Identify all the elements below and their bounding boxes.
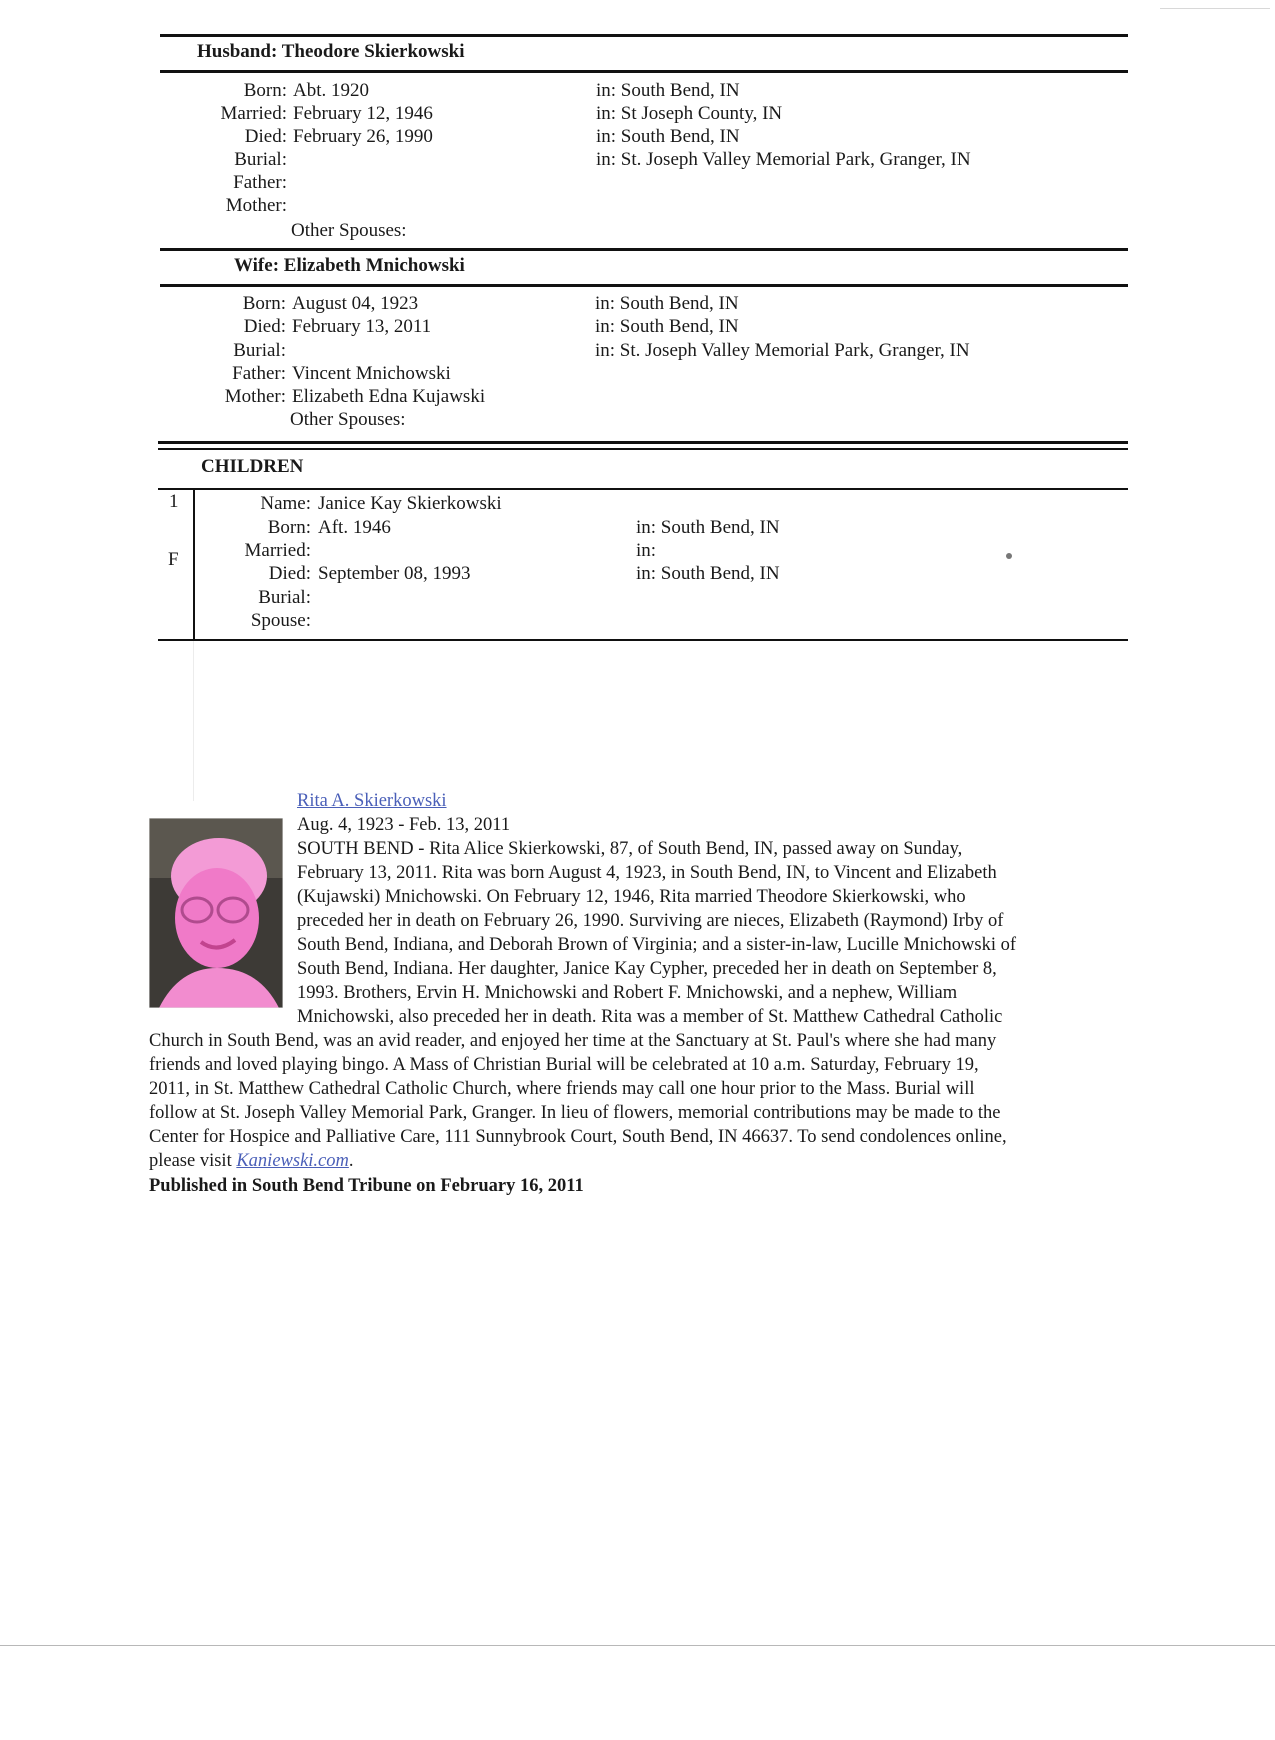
husband-row-died [0,125,1275,148]
child-1-row-died [0,562,1275,585]
husband-other-spouses: Other Spouses: [291,220,407,241]
wife-row-mother [0,385,1275,408]
wife-died-label: Died: [243,316,286,337]
obituary-line: SOUTH BEND - Rita Alice Skierkowski, 87, of South Bend, IN, passed away on Sunday, [297,839,963,859]
wife-header-label: Wife: [234,255,280,276]
child-1-row-spouse [0,609,1275,632]
obituary-line: Center for Hospice and Palliative Care, 111 Sunnybrook Court, South Bend, IN 46637. To send condolences online, [149,1127,1007,1147]
child-1-born-label: Born: [267,517,311,538]
husband-header [197,41,465,63]
wife-row-born [0,292,1275,315]
child-1-row-born [0,516,1275,539]
scan-artifact-top-right [1160,8,1270,9]
child-1-born-value: Aft. 1946 [318,517,391,538]
stray-dot [1006,553,1012,559]
wife-header-rule [160,284,1128,287]
obituary-line: Church in South Bend, was an avid reader, and enjoyed her time at the Sanctuary at St. Paul's where she had many [149,1031,997,1051]
child-1-row-burial [0,586,1275,609]
children-top-rule-1 [158,441,1128,444]
wife-father-value: Vincent Mnichowski [292,363,451,384]
obituary-visit-suffix: . [348,1151,354,1171]
wife-born-value: August 04, 1923 [292,293,419,314]
husband-died-value: February 26, 1990 [293,126,433,147]
obituary-line: South Bend, Indiana, and Deborah Brown of Virginia; and a sister-in-law, Lucille Mnichowski of [297,935,1017,955]
child-1-row-name [0,492,1275,515]
obituary-line: preceded her in death on February 26, 1990. Surviving are nieces, Elizabeth (Raymond) Irby of [297,911,1004,931]
obituary-line: South Bend, Indiana. Her daughter, Janice Kay Cypher, preceded her in death on September 8, [297,959,997,979]
child-1-born-place: in: South Bend, IN [636,517,780,538]
obituary-line: follow at St. Joseph Valley Memorial Park, Granger. In lieu of flowers, memorial contributions may be made to the [149,1103,1001,1123]
child-1-name-label: Name: [260,493,311,514]
obituary-name[interactable]: Rita A. Skierkowski [297,791,447,811]
children-header: CHILDREN [201,456,304,477]
husband-died-place: in: South Bend, IN [596,126,740,147]
husband-married-value: February 12, 1946 [293,103,433,124]
husband-father-label: Father: [233,172,287,193]
husband-died-label: Died: [244,126,287,147]
husband-married-label: Married: [220,103,287,124]
husband-header-name: Theodore Skierkowski [281,41,465,62]
child-1-sex: F [168,549,179,570]
husband-row-burial [0,148,1275,171]
child-1-married-place: in: [636,540,657,561]
wife-died-value: February 13, 2011 [292,316,432,337]
husband-born-value: Abt. 1920 [293,80,369,101]
husband-row-married [0,102,1275,125]
wife-born-label: Born: [242,293,286,314]
children-top-rule-2 [158,448,1128,450]
obituary-line: Mnichowski, also preceded her in death. Rita was a member of St. Matthew Cathedral Catholic [297,1007,1003,1027]
wife-top-rule [160,248,1128,251]
wife-born-place: in: South Bend, IN [595,293,739,314]
husband-top-rule [160,34,1128,37]
wife-header-name: Elizabeth Mnichowski [283,255,465,276]
husband-married-place: in: St Joseph County, IN [596,103,783,124]
child-1-row-married [0,539,1275,562]
wife-burial-label: Burial: [233,340,286,361]
bleed-through-divider [193,641,194,801]
husband-born-place: in: South Bend, IN [596,80,740,101]
obituary-visit-line [149,1149,354,1173]
husband-header-label: Husband: [197,41,278,62]
obituary-published: Published in South Bend Tribune on February 16, 2011 [149,1176,584,1196]
wife-mother-value: Elizabeth Edna Kujawski [292,386,486,407]
wife-header [234,255,465,277]
obituary-line: February 13, 2011. Rita was born August 4, 1923, in South Bend, IN, to Vincent and Elizabeth [297,863,997,883]
wife-father-label: Father: [232,363,286,384]
kaniewski-link[interactable]: Kaniewski.com [236,1151,349,1171]
child-1-name-value: Janice Kay Skierkowski [318,493,502,514]
child-1-married-label: Married: [244,540,311,561]
husband-born-label: Born: [243,80,287,101]
child-1-number: 1 [169,491,179,512]
wife-mother-label: Mother: [224,386,286,407]
wife-died-place: in: South Bend, IN [595,316,739,337]
obituary-visit-prefix: please visit [149,1151,237,1171]
obituary-line: friends and loved playing bingo. A Mass of Christian Burial will be celebrated at 10 a.m. Saturday, February 19, [149,1055,979,1075]
husband-row-father [0,171,1275,194]
wife-other-spouses: Other Spouses: [290,409,406,430]
husband-row-mother [0,194,1275,217]
husband-burial-label: Burial: [234,149,287,170]
wife-row-burial [0,339,1275,362]
wife-row-died [0,315,1275,338]
husband-burial-place: in: St. Joseph Valley Memorial Park, Granger, IN [596,149,971,170]
scan-artifact-bottom-line [0,1645,1275,1646]
obituary-line: 1993. Brothers, Ervin H. Mnichowski and Robert F. Mnichowski, and a nephew, William [297,983,958,1003]
wife-burial-place: in: St. Joseph Valley Memorial Park, Granger, IN [595,340,970,361]
child-1-died-value: September 08, 1993 [318,563,471,584]
child-1-spouse-label: Spouse: [250,610,311,631]
obituary-name-link[interactable] [297,789,447,813]
children-header-rule [158,488,1128,490]
child-1-died-place: in: South Bend, IN [636,563,780,584]
child-1-bottom-rule [158,639,1128,641]
obituary-line: 2011, in St. Matthew Cathedral Catholic Church, where friends may call one hour prior to the Mass. Burial will [149,1079,975,1099]
child-1-burial-label: Burial: [258,587,311,608]
obituary-line: (Kujawski) Mnichowski. On February 12, 1946, Rita married Theodore Skierkowski, who [297,887,966,907]
husband-mother-label: Mother: [225,195,287,216]
obituary-photo [149,818,283,1008]
wife-row-father [0,362,1275,385]
husband-row-born [0,79,1275,102]
child-1-died-label: Died: [268,563,311,584]
husband-header-rule [160,70,1128,73]
obituary-dates: Aug. 4, 1923 - Feb. 13, 2011 [297,815,511,835]
